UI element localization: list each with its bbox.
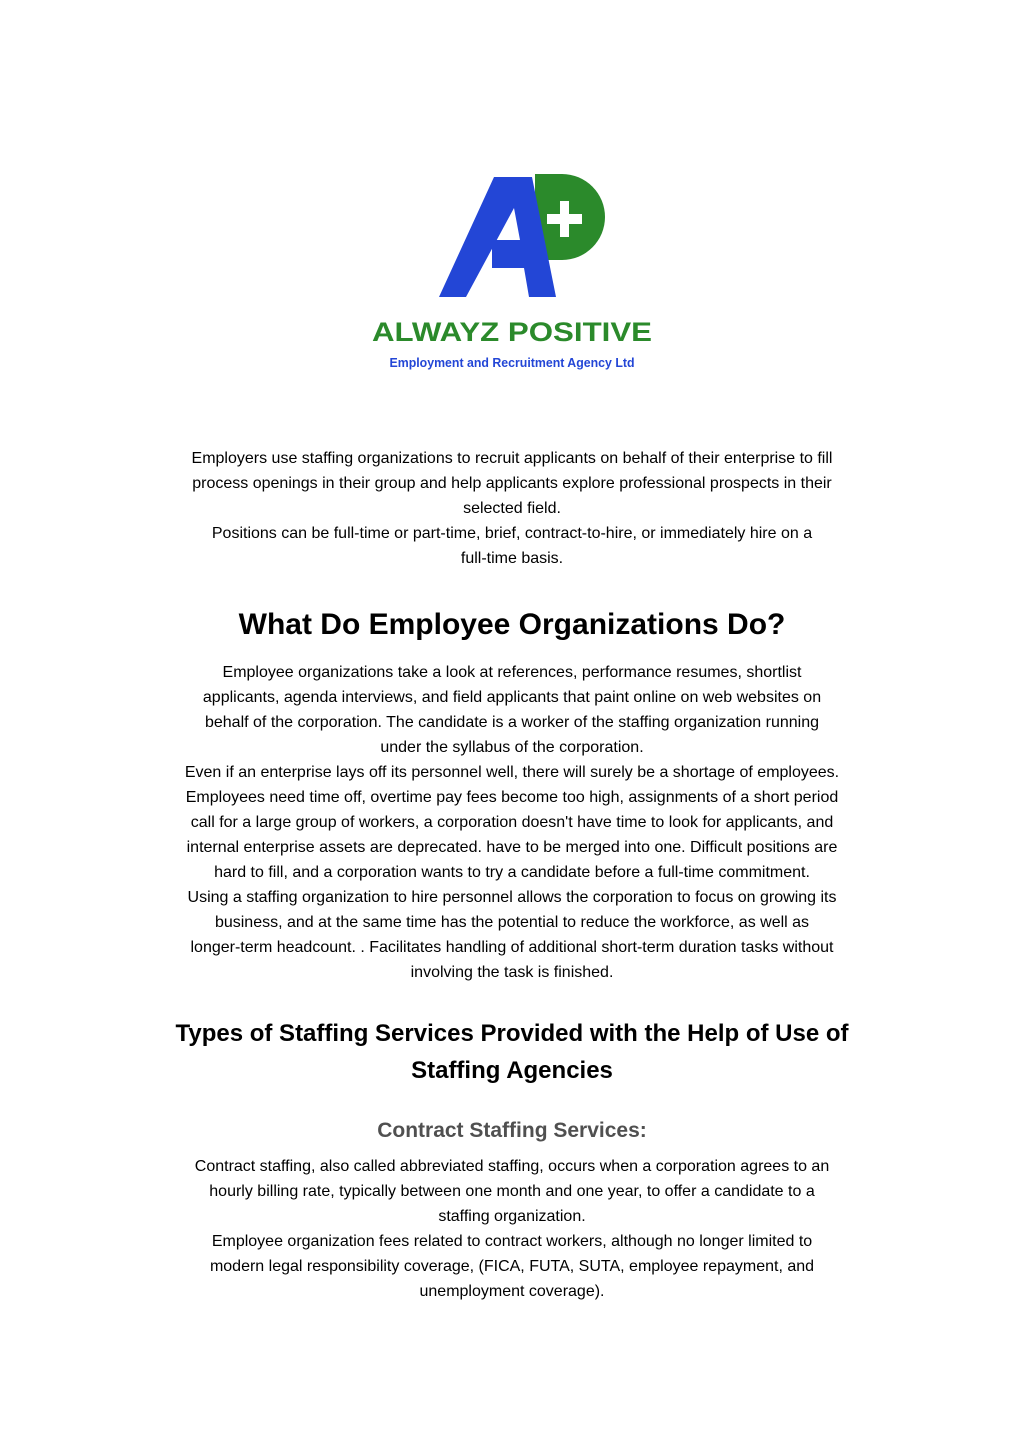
section2-heading-line: Types of Staffing Services Provided with the Help of Use of xyxy=(175,1020,849,1047)
section2-line: Contract staffing, also called abbreviated staffing, occurs when a corporation agrees to an xyxy=(194,1158,830,1175)
section1-line: Employees need time off, overtime pay fees become too high, assignments of a short period xyxy=(185,789,839,806)
logo-mark xyxy=(362,168,662,383)
section2-heading xyxy=(120,1015,904,1089)
section2-subheading: Contract Staffing Services: xyxy=(377,1119,647,1142)
section2-body xyxy=(120,1154,904,1304)
section1-body xyxy=(120,660,904,985)
section2-line: staffing organization. xyxy=(438,1208,586,1225)
section1-line: hard to fill, and a corporation wants to try a candidate before a full-time commitment. xyxy=(214,864,810,881)
logo-name: ALWAYZ POSITIVE xyxy=(372,317,652,347)
intro-line: full-time basis. xyxy=(460,550,564,567)
section1-line: involving the task is finished. xyxy=(410,964,614,981)
section2-heading-line: Staffing Agencies xyxy=(411,1057,613,1084)
intro-line: selected field. xyxy=(463,500,561,517)
section2-line: hourly billing rate, typically between one month and one year, to offer a candidate to a xyxy=(209,1183,815,1200)
section1-heading: What Do Employee Organizations Do? xyxy=(238,608,786,641)
section1-line: Even if an enterprise lays off its personnel well, there will surely be a shortage of employees. xyxy=(184,764,840,781)
company-logo xyxy=(362,168,662,383)
logo-plus-h xyxy=(547,214,582,224)
intro-line: process openings in their group and help applicants explore professional prospects in their xyxy=(192,475,832,492)
section1-line: internal enterprise assets are deprecated. have to be merged into one. Difficult positions are xyxy=(186,839,838,856)
section2-line: Employee organization fees related to contract workers, although no longer limited to xyxy=(211,1233,813,1250)
section1-line: Using a staffing organization to hire personnel allows the corporation to focus on growing its xyxy=(187,889,837,906)
intro-line: Employers use staffing organizations to recruit applicants on behalf of their enterprise to fill xyxy=(191,450,833,467)
section1-line: Employee organizations take a look at references, performance resumes, shortlist xyxy=(222,664,802,681)
intro-line: Positions can be full-time or part-time, brief, contract-to-hire, or immediately hire on a xyxy=(211,525,813,542)
section1-line: longer-term headcount. . Facilitates handling of additional short-term duration tasks without xyxy=(190,939,834,956)
section1-line: applicants, agenda interviews, and field applicants that paint online on web websites on xyxy=(202,689,822,706)
section1-line: call for a large group of workers, a corporation doesn't have time to look for applicants, and xyxy=(190,814,834,831)
section1-line: under the syllabus of the corporation. xyxy=(380,739,644,756)
section2-line: modern legal responsibility coverage, (FICA, FUTA, SUTA, employee repayment, and xyxy=(209,1258,815,1275)
section2-line: unemployment coverage). xyxy=(419,1283,605,1300)
intro-paragraph xyxy=(120,446,904,571)
logo-tagline: Employment and Recruitment Agency Ltd xyxy=(389,355,635,370)
section1-line: business, and at the same time has the potential to reduce the workforce, as well as xyxy=(214,914,810,931)
section1-line: behalf of the corporation. The candidate is a worker of the staffing organization running xyxy=(204,714,820,731)
